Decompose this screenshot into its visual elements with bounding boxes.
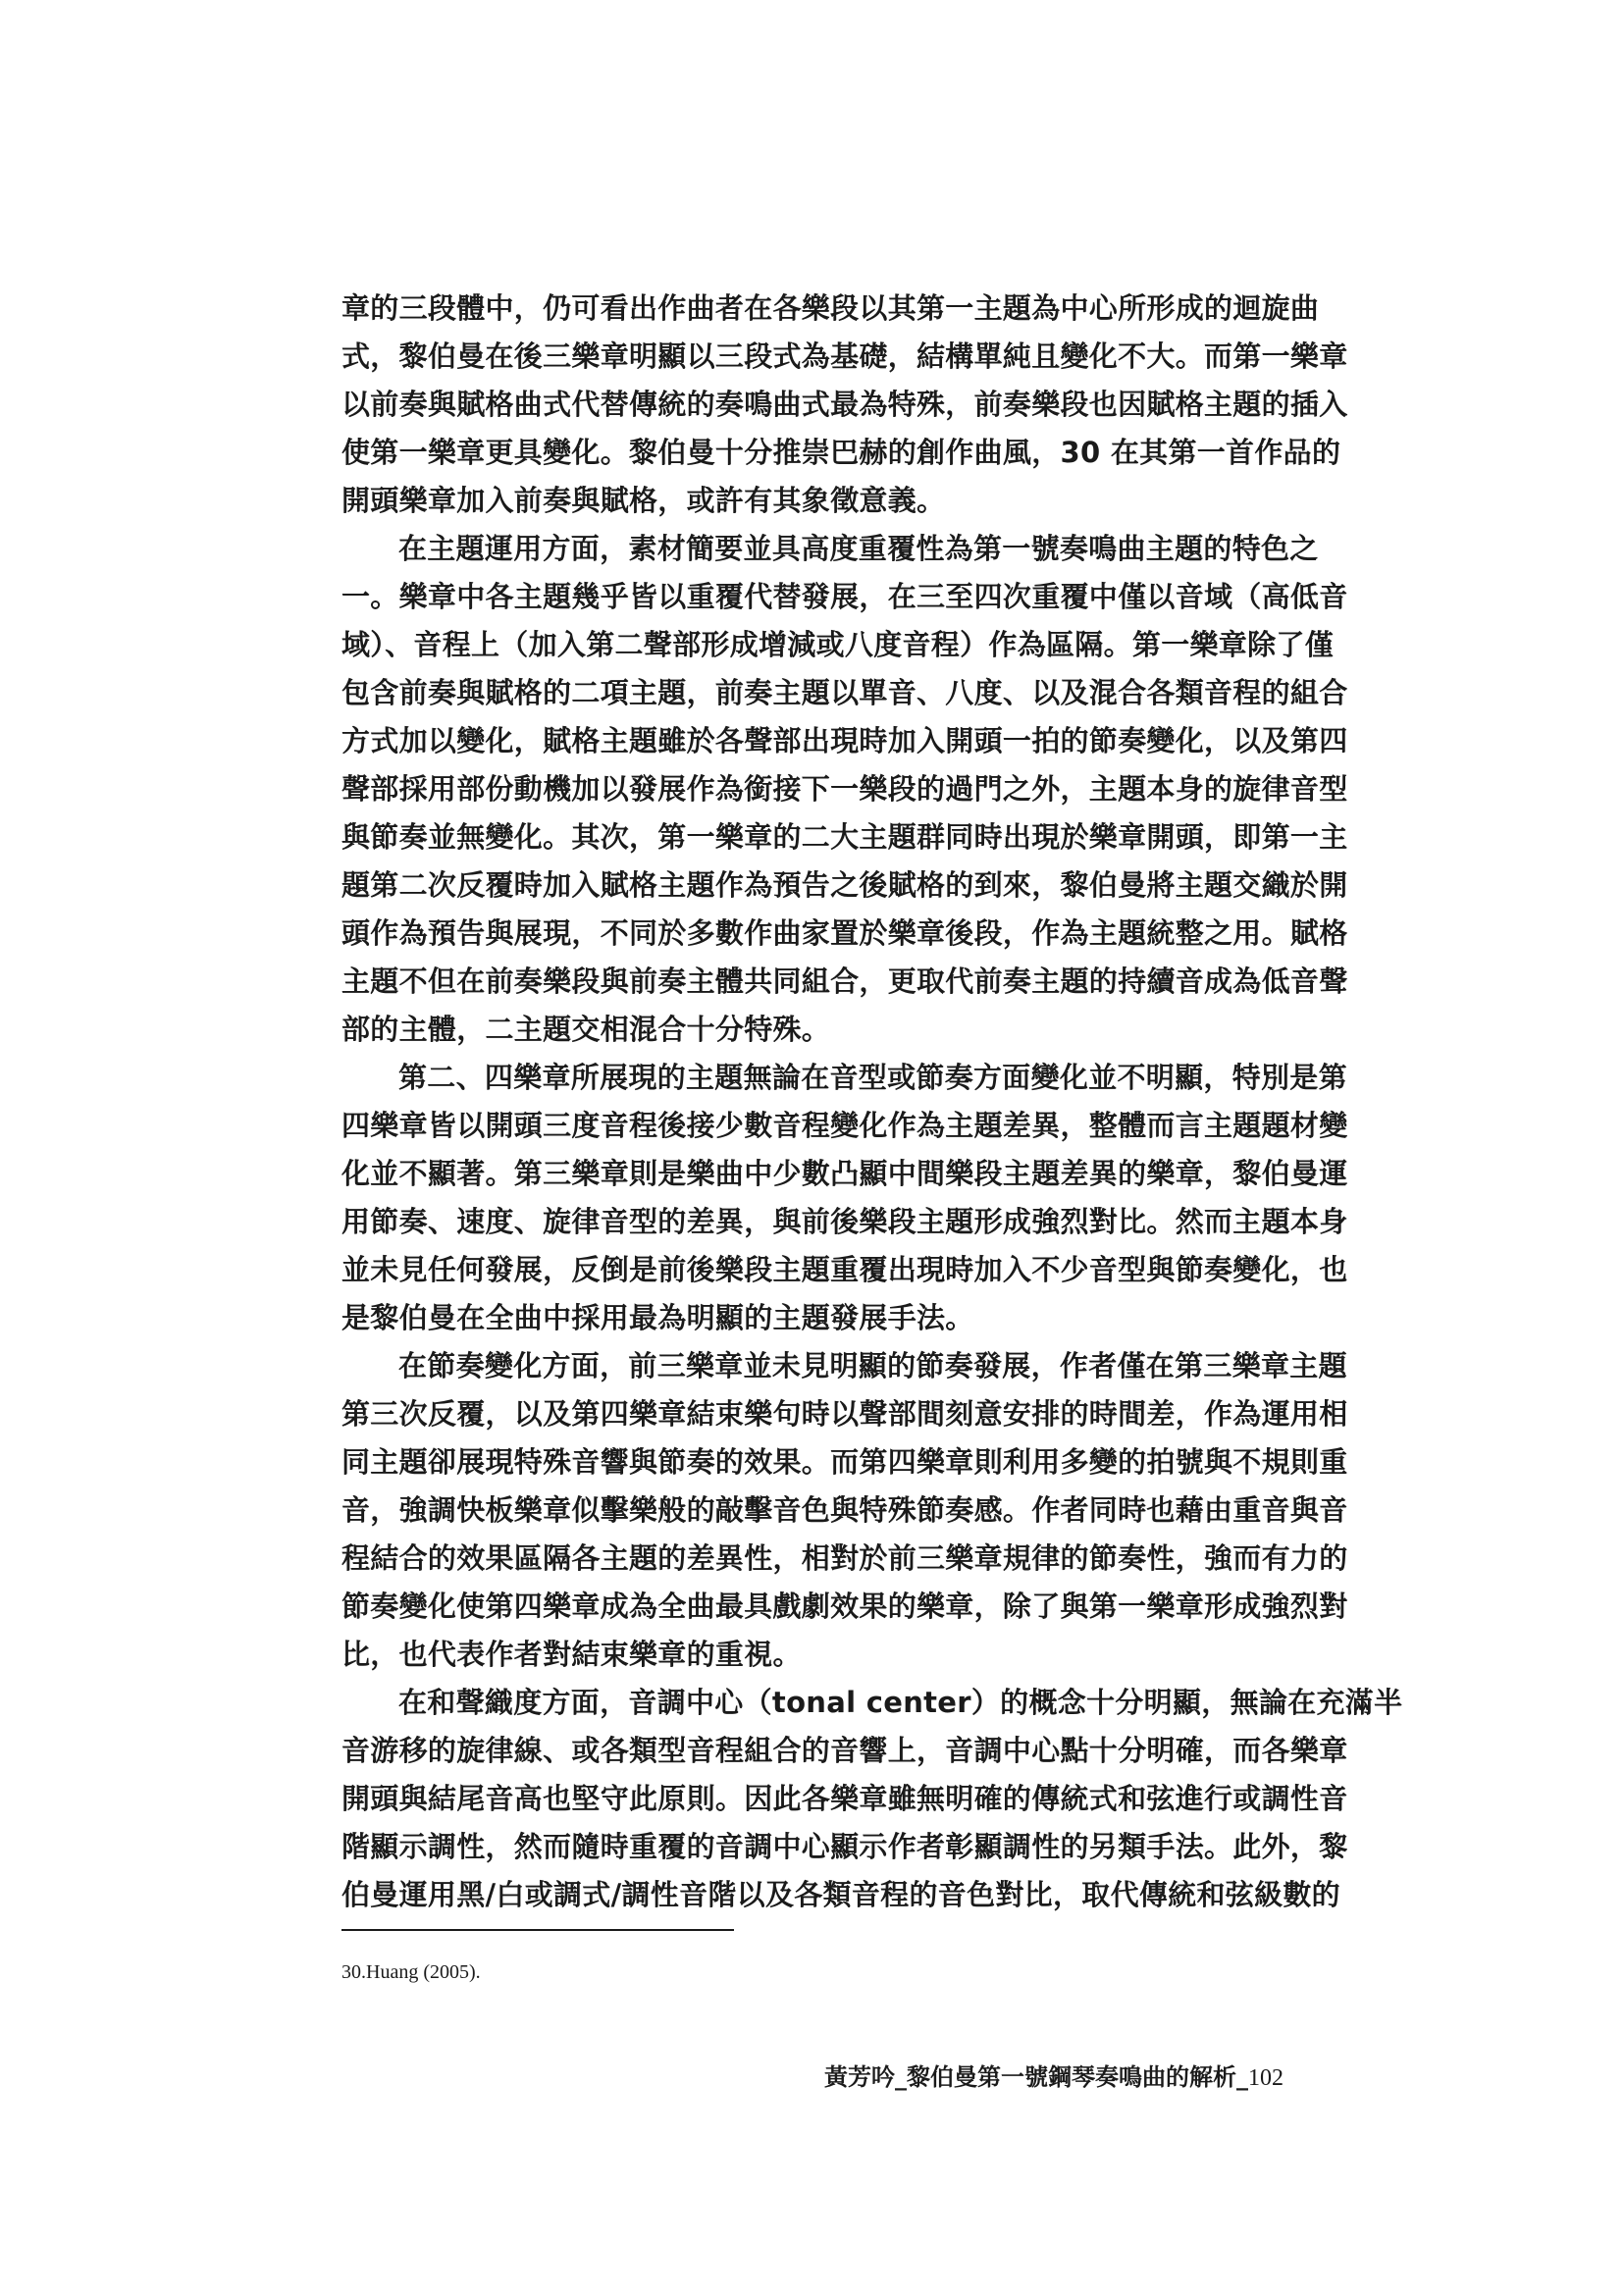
body-line-21: 並未見任何發展，反倒是前後樂段主題重覆出現時加入不少音型與節奏變化，也 <box>341 1253 1348 1286</box>
body-line-11: 聲部採用部份動機加以發展作為銜接下一樂段的過門之外，主題本身的旋律音型 <box>341 772 1348 806</box>
body-line-18: 四樂章皆以開頭三度音程後接少數音程變化作為主題差異，整體而言主題題材變 <box>341 1109 1348 1142</box>
body-line-25: 同主題卻展現特殊音響與節奏的效果。而第四樂章則利用多變的拍號與不規則重 <box>341 1445 1348 1479</box>
body-line-23: 在節奏變化方面，前三樂章並未見明顯的節奏發展，作者僅在第三樂章主題 <box>398 1349 1347 1382</box>
body-line-12: 與節奏並無變化。其次，第一樂章的二大主題群同時出現於樂章開頭，即第一主 <box>341 820 1348 854</box>
body-line-8: 域）、音程上（加入第二聲部形成增減或八度音程）作為區隔。第一樂章除了僅 <box>341 628 1335 661</box>
body-line-5: 開頭樂章加入前奏與賦格，或許有其象徵意義。 <box>341 484 946 517</box>
body-line-3: 以前奏與賦格曲式代替傳統的奏鳴曲式最為特殊，前奏樂段也因賦格主題的插入 <box>341 388 1348 421</box>
footnote-divider <box>341 1929 734 1931</box>
body-line-10: 方式加以變化，賦格主題雖於各聲部出現時加入開頭一拍的節奏變化，以及第四 <box>341 724 1348 757</box>
running-footer <box>824 2060 1283 2095</box>
page-number: 102 <box>1248 2065 1283 2091</box>
body-line-26: 音，強調快板樂章似擊樂般的敲擊音色與特殊節奏感。作者同時也藉由重音與音 <box>341 1493 1348 1527</box>
body-line-22: 是黎伯曼在全曲中採用最為明顯的主題發展手法。 <box>341 1301 974 1334</box>
body-line-29: 比，也代表作者對結束樂章的重視。 <box>341 1638 802 1671</box>
body-line-9: 包含前奏與賦格的二項主題，前奏主題以單音、八度、以及混合各類音程的組合 <box>341 676 1348 709</box>
body-line-15: 主題不但在前奏樂段與前奏主體共同組合，更取代前奏主題的持續音成為低音聲 <box>341 965 1348 998</box>
body-line-17: 第二、四樂章所展現的主題無論在音型或節奏方面變化並不明顯，特別是第 <box>398 1061 1347 1094</box>
body-line-7: 一。樂章中各主題幾乎皆以重覆代替發展，在三至四次重覆中僅以音域（高低音 <box>341 580 1348 613</box>
footnote: 30.Huang (2005). <box>341 1961 481 1983</box>
body-line-33: 階顯示調性，然而隨時重覆的音調中心顯示作者彰顯調性的另類手法。此外，黎 <box>341 1830 1348 1863</box>
body-line-24: 第三次反覆，以及第四樂章結束樂句時以聲部間刻意安排的時間差，作為運用相 <box>341 1397 1348 1431</box>
body-line-4: 使第一樂章更具變化。黎伯曼十分推崇巴赫的創作曲風，30 在其第一首作品的 <box>341 436 1341 469</box>
body-line-19: 化並不顯著。第三樂章則是樂曲中少數凸顯中間樂段主題差異的樂章，黎伯曼運 <box>341 1157 1348 1190</box>
body-line-1: 章的三段體中，仍可看出作曲者在各樂段以其第一主題為中心所形成的迴旋曲 <box>341 291 1320 325</box>
body-line-34: 伯曼運用黑/白或調式/調性音階以及各類音程的音色對比，取代傳統和弦級數的 <box>341 1878 1340 1911</box>
body-line-13: 題第二次反覆時加入賦格主題作為預告之後賦格的到來，黎伯曼將主題交織於開 <box>341 868 1348 902</box>
running-title: 黃芳吟_黎伯曼第一號鋼琴奏鳴曲的解析_ <box>824 2063 1248 2091</box>
body-line-31: 音游移的旋律線、或各類型音程組合的音響上，音調中心點十分明確，而各樂章 <box>341 1734 1348 1767</box>
body-line-27: 程結合的效果區隔各主題的差異性，相對於前三樂章規律的節奏性，強而有力的 <box>341 1541 1348 1575</box>
body-line-14: 頭作為預告與展現，不同於多數作曲家置於樂章後段，作為主題統整之用。賦格 <box>341 916 1348 950</box>
body-line-30: 在和聲織度方面，音調中心（tonal center）的概念十分明顯，無論在充滿半 <box>398 1686 1403 1719</box>
body-line-28: 節奏變化使第四樂章成為全曲最具戲劇效果的樂章，除了與第一樂章形成強烈對 <box>341 1590 1348 1623</box>
body-line-20: 用節奏、速度、旋律音型的差異，與前後樂段主題形成強烈對比。然而主題本身 <box>341 1205 1348 1238</box>
body-line-6: 在主題運用方面，素材簡要並具高度重覆性為第一號奏鳴曲主題的特色之 <box>398 532 1319 565</box>
body-line-2: 式，黎伯曼在後三樂章明顯以三段式為基礎，結構單純且變化不大。而第一樂章 <box>341 339 1348 373</box>
body-line-32: 開頭與結尾音高也堅守此原則。因此各樂章雖無明確的傳統式和弦進行或調性音 <box>341 1782 1348 1815</box>
body-line-16: 部的主體，二主題交相混合十分特殊。 <box>341 1013 831 1046</box>
